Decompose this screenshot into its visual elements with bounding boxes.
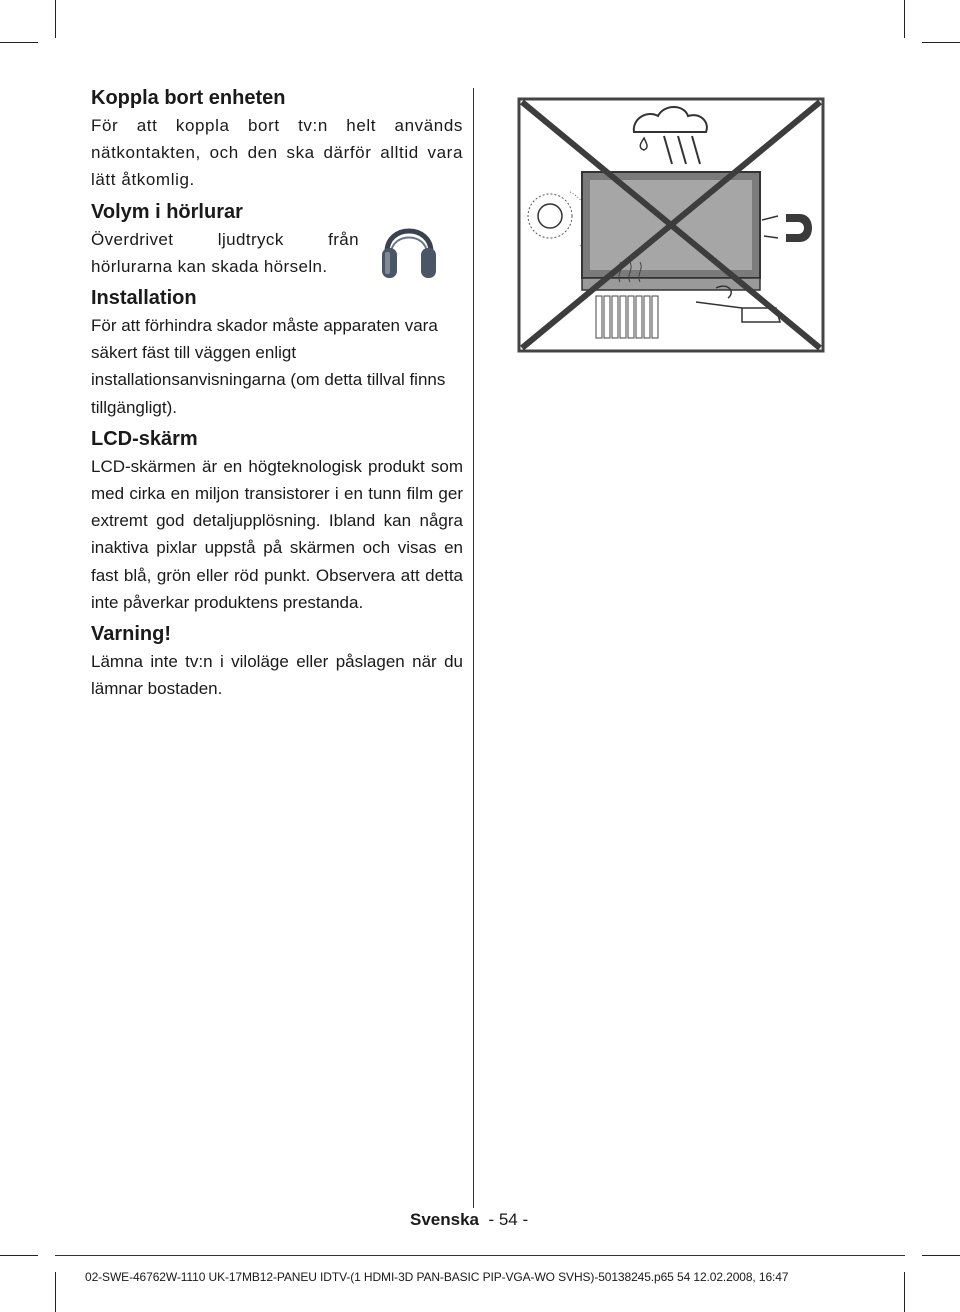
crop-mark xyxy=(904,1272,905,1312)
footer-rule xyxy=(55,1255,905,1256)
column-divider xyxy=(473,88,474,1208)
section-heading: Koppla bort enheten xyxy=(91,87,286,109)
section-text: Lämna inte tv:n i viloläge eller påslagen när du lämnar bostaden. xyxy=(91,652,463,699)
crop-mark xyxy=(922,42,960,43)
section-headphones xyxy=(91,198,463,280)
crop-mark xyxy=(904,0,905,38)
page-footer xyxy=(410,1210,528,1230)
section-heading: Varning! xyxy=(91,623,172,646)
crop-mark xyxy=(55,1272,56,1312)
crop-mark xyxy=(922,1255,960,1256)
section-heading: Installation xyxy=(91,287,197,310)
crop-mark xyxy=(0,1255,38,1256)
section-warning xyxy=(91,620,463,702)
crop-mark xyxy=(55,0,56,38)
section-text: Överdrivet ljudtryck från hörlurarna kan skada hörseln. xyxy=(91,229,359,276)
footer-language: Svenska xyxy=(410,1210,479,1229)
tv-warning-illustration xyxy=(516,96,826,354)
section-disconnect xyxy=(91,84,463,194)
section-text: För att förhindra skador måste apparaten vara säkert fäst till väggen enligt installationsanvisningarna (om detta tillval finns tillgängligt). xyxy=(91,316,446,417)
footer-page-number: - 54 - xyxy=(488,1210,529,1229)
section-text: LCD-skärmen är en högteknologisk produkt som med cirka en miljon transistorer i en tunn film ger extremt god detaljupplösning. Ibland kan några inaktiva pixlar uppstå på skärmen och visas en fast blå, grön eller röd punkt. Observera att detta inte påverkar produktens prestanda. xyxy=(91,456,463,612)
section-heading: LCD-skärm xyxy=(91,427,198,450)
headphones-icon xyxy=(381,214,437,280)
crop-mark xyxy=(0,42,38,43)
section-lcd xyxy=(91,425,463,616)
section-heading: Volym i hörlurar xyxy=(91,200,243,223)
footer-file-code: 02-SWE-46762W-1110 UK-17MB12-PANEU IDTV-(1 HDMI-3D PAN-BASIC PIP-VGA-WO SVHS)-50138245.p65 54 12.02.2008, 16:47 xyxy=(85,1270,789,1284)
section-installation xyxy=(91,284,463,421)
text-column xyxy=(91,84,463,706)
section-text: För att koppla bort tv:n helt används nätkontakten, och den ska därför alltid vara lätt åtkomlig. xyxy=(91,116,463,190)
headphone-paragraph xyxy=(91,226,463,280)
